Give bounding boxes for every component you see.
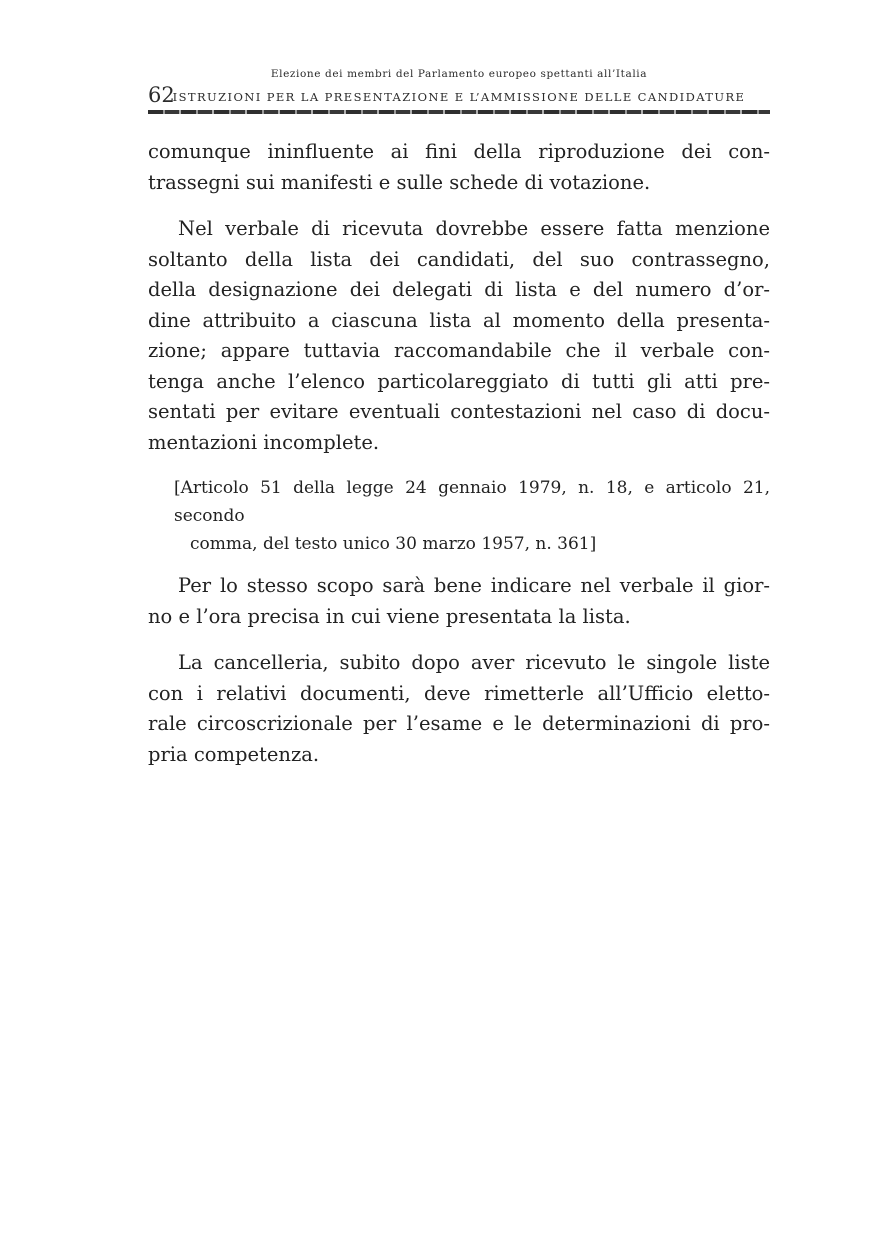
text-line: [Articolo 51 della legge 24 gennaio 1979, n. 18, e articolo 21, secondo <box>174 478 770 526</box>
text-line: mentazioni incomplete. <box>148 430 380 454</box>
paragraph <box>148 571 770 632</box>
text-line: La cancelleria, subito dopo aver ricevuto le singole liste <box>178 651 770 674</box>
running-title-line2: ISTRUZIONI PER LA PRESENTAZIONE E L’AMMISSIONE DELLE CANDIDATURE <box>172 90 746 104</box>
paragraph <box>148 137 770 198</box>
text-line: sentati per evitare eventuali contestazioni nel caso di docu- <box>148 400 770 423</box>
text-line: rale circoscrizionale per l’esame e le determinazioni di pro- <box>148 712 770 735</box>
text-column <box>148 68 770 786</box>
text-line: pria competenza. <box>148 742 320 766</box>
page-number: 62 <box>148 83 175 107</box>
header-rule <box>148 110 770 114</box>
citation-paragraph <box>148 474 770 558</box>
text-line: comma, del testo unico 30 marzo 1957, n. 361] <box>190 534 597 554</box>
text-line: dine attribuito a ciascuna lista al momento della presenta- <box>148 308 770 332</box>
text-line: comunque ininfluente ai fini della riproduzione dei con- <box>148 140 770 163</box>
running-title-line1: Elezione dei membri del Parlamento europeo spettanti all’Italia <box>270 68 648 80</box>
header-row <box>148 83 770 105</box>
text-line: trassegni sui manifesti e sulle schede di votazione. <box>148 170 651 194</box>
text-line: tenga anche l’elenco particolareggiato di tutti gli atti pre- <box>148 369 770 393</box>
text-line: soltanto della lista dei candidati, del suo contrassegno, <box>148 247 770 271</box>
text-line: della designazione dei delegati di lista e del numero d’or- <box>148 278 770 301</box>
text-line: no e l’ora precisa in cui viene presentata la lista. <box>148 604 631 628</box>
text-line: con i relativi documenti, deve rimetterle all’Ufficio eletto- <box>148 681 770 705</box>
paragraph <box>148 648 770 770</box>
text-line: zione; appare tuttavia raccomandabile che il verbale con- <box>148 339 770 362</box>
paragraph <box>148 214 770 458</box>
text-line: Nel verbale di ricevuta dovrebbe essere fatta menzione <box>178 217 770 240</box>
body-paragraphs <box>148 137 770 770</box>
text-line: Per lo stesso scopo sarà bene indicare nel verbale il gior- <box>178 574 770 597</box>
